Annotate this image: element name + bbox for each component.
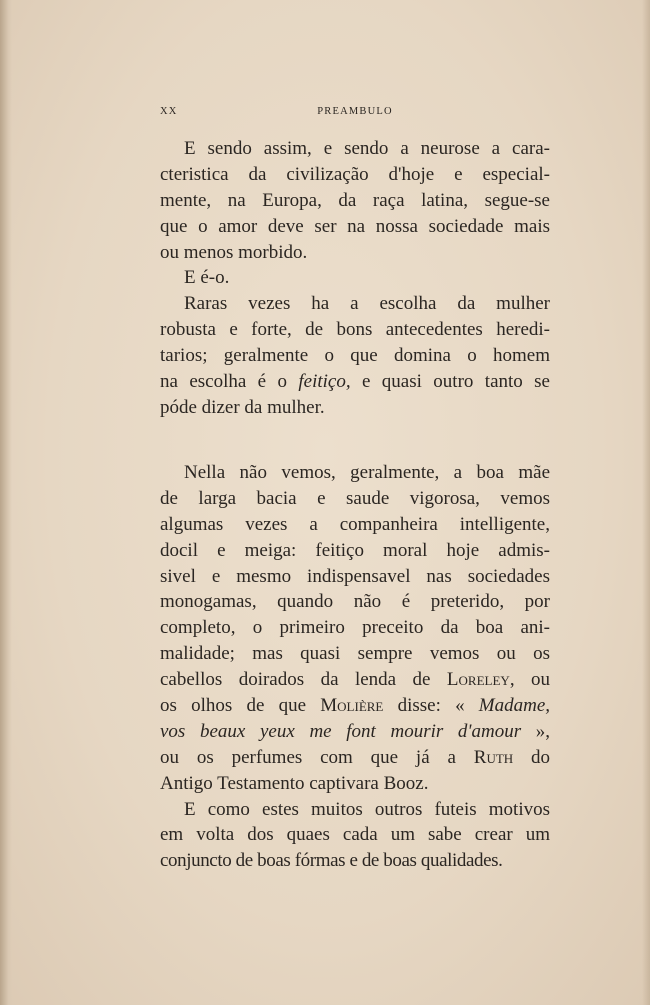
text-span: ou os perfumes com que já a (160, 746, 474, 768)
text-line: malidade; mas quasi sempre vemos ou os (160, 643, 550, 665)
text-line (160, 745, 550, 771)
text-line (160, 667, 550, 693)
text-line: mente, na Europa, da raça latina, segue-se (160, 189, 550, 211)
small-caps-name: Molière (320, 695, 384, 717)
text-line: Nella não vemos, geralmente, a boa mãe (184, 462, 550, 483)
text-line: que o amor deve ser na nossa sociedade mais (160, 215, 550, 237)
text-line: completo, o primeiro preceito da boa ani- (160, 617, 550, 639)
text-line: E como estes muitos outros futeis motivos (184, 798, 550, 820)
page-edge-shadow (642, 0, 650, 1005)
text-span: os olhos de que (160, 695, 321, 717)
text-line: cteristica da civilização d'hoje e especial- (160, 163, 550, 185)
text-line: docil e meiga: feitiço moral hoje admis- (160, 539, 550, 561)
text-line: robusta e forte, de bons antecedentes heredi- (160, 319, 550, 341)
text-span: disse: « (383, 695, 479, 717)
page-binding-shadow (0, 0, 12, 1005)
text-span: do (513, 746, 550, 768)
italic-quote: vos beaux yeux me font mourir d'amour (160, 720, 522, 742)
text-block-top (160, 136, 550, 421)
text-line (160, 719, 550, 745)
text-block-bottom (160, 460, 550, 874)
text-line (160, 693, 550, 719)
text-line: E sendo assim, e sendo a neurose a cara- (184, 138, 550, 159)
text-line: em volta dos quaes cada um sabe crear um (160, 824, 550, 846)
text-line (160, 369, 550, 395)
text-span: cabellos doirados da lenda de (160, 669, 447, 691)
text-line: póde dizer da mulher. (160, 396, 325, 418)
text-line: algumas vezes a companheira intelligente, (160, 513, 550, 535)
text-line: de larga bacia e saude vigorosa, vemos (160, 487, 550, 509)
italic-quote: Madame, (478, 695, 551, 717)
text-span: », (521, 720, 551, 742)
text-span: e quasi outro tanto se (350, 371, 550, 393)
text-line: tarios; geralmente o que domina o homem (160, 345, 550, 367)
text-line: Raras vezes ha a escolha da mulher (184, 293, 550, 315)
running-title: PREAMBULO (317, 106, 393, 117)
text-span: na escolha é o (160, 371, 299, 393)
small-caps-name: Ruth (473, 746, 514, 768)
page-number: XX (160, 106, 178, 117)
running-header (160, 106, 550, 122)
text-line: E é-o. (184, 267, 230, 289)
text-line: monogamas, quando não é preterido, por (160, 591, 550, 613)
text-line: Antigo Testamento captivara Booz. (160, 772, 429, 794)
text-line: ou menos morbido. (160, 241, 308, 263)
italic-word: feitiço, (298, 371, 351, 393)
text-line: conjuncto de boas fórmas e de boas qualidades. (160, 850, 503, 872)
text-line: sivel e mesmo indispensavel nas sociedades (160, 565, 550, 587)
text-span: , ou (509, 669, 551, 691)
small-caps-name: Loreley (446, 669, 510, 691)
